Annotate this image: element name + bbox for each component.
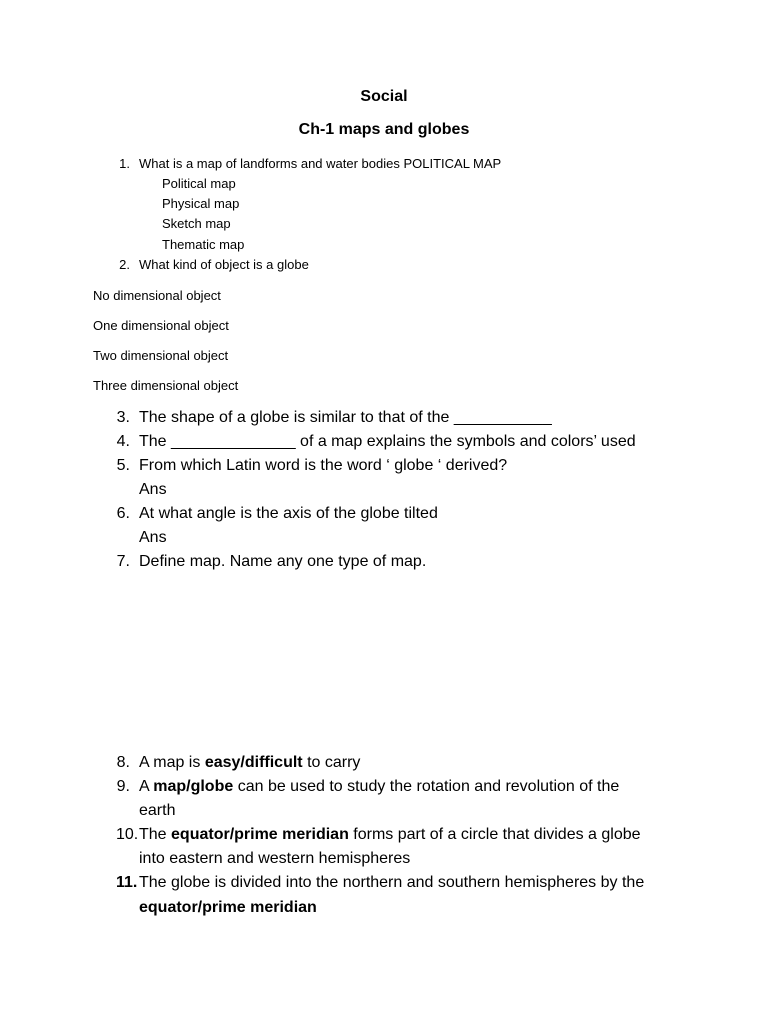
question-text: At what angle is the axis of the globe tilted bbox=[139, 505, 438, 522]
question-text: From which Latin word is the word ‘ globe ‘ derived? bbox=[139, 457, 508, 474]
question-text-continued: earth bbox=[139, 802, 176, 819]
question-text: The equator/prime meridian forms part of a circle that divides a globe bbox=[139, 826, 641, 843]
option: Three dimensional object bbox=[93, 378, 239, 393]
question-number: 3. bbox=[116, 409, 130, 426]
question-number: 7. bbox=[116, 553, 130, 570]
option: Thematic map bbox=[162, 237, 245, 252]
choice-options: easy/difficult bbox=[204, 754, 303, 771]
option: One dimensional object bbox=[93, 318, 229, 333]
option: Two dimensional object bbox=[93, 348, 229, 363]
option: Sketch map bbox=[162, 216, 231, 231]
question-number: 1. bbox=[119, 156, 130, 171]
choice-options: equator/prime meridian bbox=[171, 826, 349, 843]
question-number: 8. bbox=[116, 754, 130, 771]
question-number: 10. bbox=[116, 826, 139, 843]
page-title: Social bbox=[360, 88, 408, 105]
question-number: 6. bbox=[116, 505, 130, 522]
option: Political map bbox=[162, 176, 236, 191]
option: Physical map bbox=[162, 196, 240, 211]
question-number: 11. bbox=[116, 874, 138, 891]
chapter-subtitle: Ch-1 maps and globes bbox=[298, 121, 470, 138]
answer-label: Ans bbox=[139, 481, 167, 498]
question-text: The globe is divided into the northern and southern hemispheres by the bbox=[139, 874, 645, 891]
question-text: A map is easy/difficult to carry bbox=[139, 754, 361, 771]
question-number: 4. bbox=[116, 433, 130, 450]
answer-label: Ans bbox=[139, 529, 167, 546]
option: No dimensional object bbox=[93, 288, 221, 303]
question-number: 9. bbox=[116, 778, 130, 795]
question-text: Define map. Name any one type of map. bbox=[139, 553, 427, 570]
question-text: What kind of object is a globe bbox=[139, 257, 309, 272]
question-text: The ______________ of a map explains the symbols and colors’ used bbox=[139, 433, 636, 450]
question-number: 2. bbox=[119, 257, 130, 272]
question-text-continued: into eastern and western hemispheres bbox=[139, 850, 411, 867]
question-text: The shape of a globe is similar to that of the ___________ bbox=[139, 409, 552, 426]
choice-options: map/globe bbox=[153, 778, 234, 795]
question-text: A map/globe can be used to study the rotation and revolution of the bbox=[139, 778, 620, 795]
choice-options: equator/prime meridian bbox=[139, 899, 317, 916]
question-text: What is a map of landforms and water bodies POLITICAL MAP bbox=[139, 156, 502, 171]
question-number: 5. bbox=[116, 457, 130, 474]
